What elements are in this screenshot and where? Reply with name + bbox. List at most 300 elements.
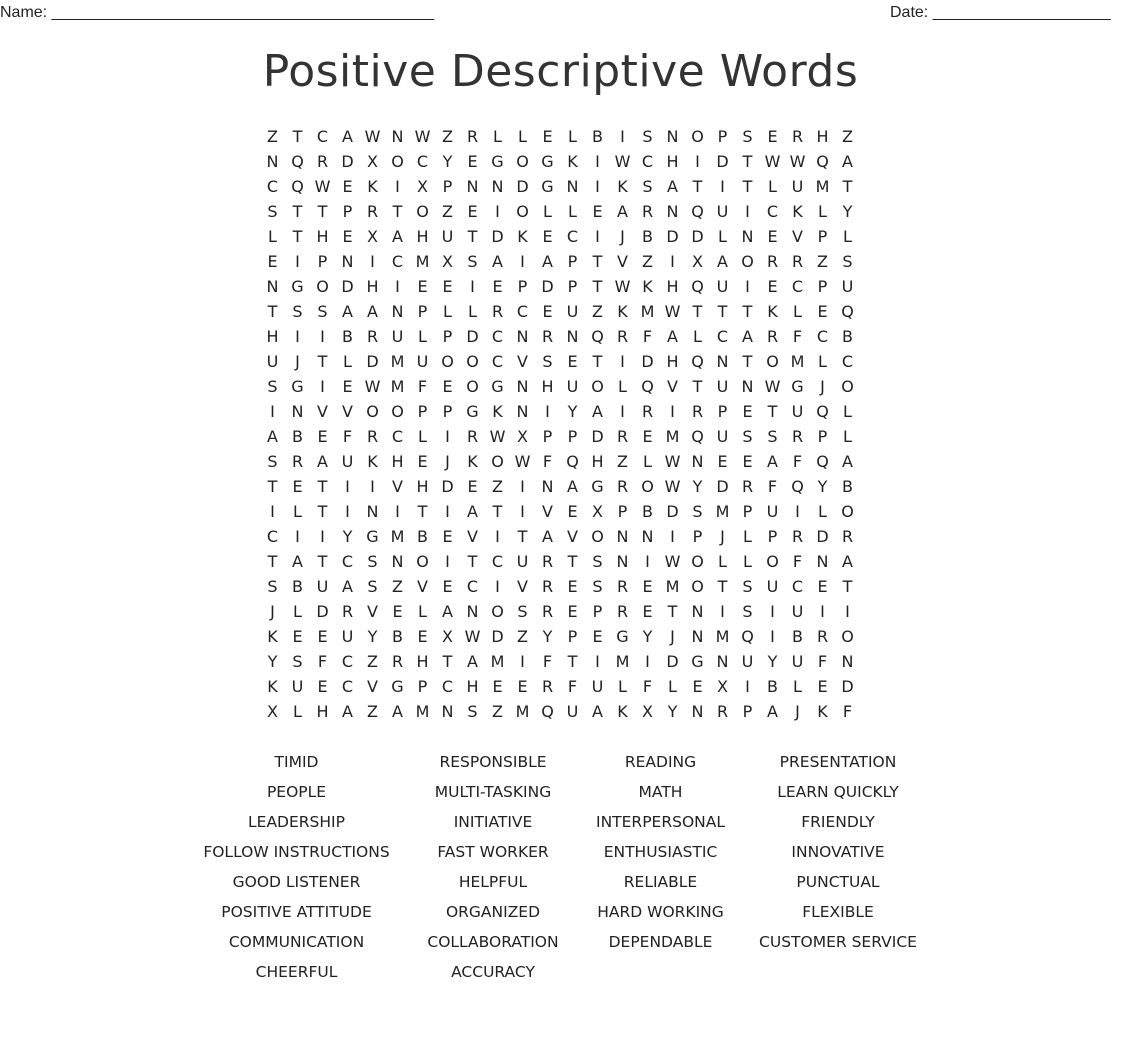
grid-letter: O <box>491 602 504 621</box>
grid-letter: H <box>391 452 404 471</box>
grid-letter: N <box>841 652 854 671</box>
grid-letter: E <box>442 377 453 396</box>
grid-letter: O <box>841 377 854 396</box>
grid-letter: A <box>392 702 403 721</box>
grid-row <box>260 249 860 274</box>
grid-letter: Z <box>592 302 603 321</box>
grid-letter: I <box>345 502 350 521</box>
grid-letter: U <box>291 677 304 696</box>
grid-letter: I <box>595 177 600 196</box>
grid-letter: N <box>741 377 754 396</box>
grid-letter: Z <box>367 702 378 721</box>
grid-letter: H <box>591 452 604 471</box>
grid-letter: W <box>789 152 806 171</box>
grid-letter: N <box>816 552 829 571</box>
grid-letter: L <box>818 502 827 521</box>
grid-letter: O <box>691 577 704 596</box>
grid-letter: F <box>792 452 803 471</box>
grid-letter: O <box>691 127 704 146</box>
grid-letter: L <box>843 227 852 246</box>
grid-letter: W <box>414 127 431 146</box>
grid-letter: R <box>466 127 479 146</box>
grid-letter: K <box>642 277 653 296</box>
grid-letter: O <box>316 277 329 296</box>
grid-letter: Q <box>541 702 554 721</box>
grid-letter: R <box>366 427 379 446</box>
grid-letter: O <box>516 152 529 171</box>
grid-letter: B <box>342 327 353 346</box>
grid-letter: T <box>492 502 503 521</box>
grid-letter: Q <box>841 302 854 321</box>
grid-letter: M <box>815 177 830 196</box>
grid-letter: C <box>841 352 854 371</box>
grid-letter: T <box>592 277 603 296</box>
grid-letter: R <box>341 602 354 621</box>
grid-letter: X <box>267 702 278 721</box>
grid-letter: N <box>691 602 704 621</box>
grid-letter: O <box>516 202 529 221</box>
grid-letter: I <box>295 527 300 546</box>
grid-row <box>260 174 860 199</box>
grid-letter: S <box>642 127 653 146</box>
grid-letter: I <box>295 252 300 271</box>
grid-letter: L <box>418 327 427 346</box>
grid-letter: I <box>820 602 825 621</box>
grid-row <box>260 274 860 299</box>
grid-letter: T <box>692 177 703 196</box>
grid-letter: N <box>691 627 704 646</box>
grid-letter: F <box>817 652 828 671</box>
grid-letter: T <box>842 577 853 596</box>
grid-row <box>260 399 860 424</box>
grid-letter: M <box>490 652 505 671</box>
grid-letter: Z <box>617 452 628 471</box>
grid-letter: P <box>617 502 628 521</box>
grid-letter: B <box>792 627 803 646</box>
grid-letter: U <box>341 627 354 646</box>
grid-letter: S <box>742 602 753 621</box>
grid-letter: S <box>267 577 278 596</box>
grid-letter: N <box>566 177 579 196</box>
grid-letter: P <box>817 277 828 296</box>
grid-letter: B <box>642 227 653 246</box>
grid-letter: I <box>520 502 525 521</box>
grid-letter: Z <box>517 627 528 646</box>
grid-letter: A <box>342 127 353 146</box>
grid-letter: P <box>742 502 753 521</box>
grid-letter: Z <box>492 702 503 721</box>
word-bank-item: PEOPLE <box>266 783 327 801</box>
grid-letter: E <box>467 152 478 171</box>
grid-letter: A <box>717 252 728 271</box>
grid-letter: L <box>343 352 352 371</box>
grid-letter: T <box>317 202 328 221</box>
grid-letter: P <box>417 677 428 696</box>
grid-row <box>260 124 860 149</box>
grid-letter: A <box>467 652 478 671</box>
grid-letter: V <box>367 602 378 621</box>
grid-letter: I <box>745 277 750 296</box>
word-bank-item: FOLLOW INSTRUCTIONS <box>203 843 390 861</box>
grid-letter: J <box>620 227 625 246</box>
grid-letter: B <box>842 477 853 496</box>
grid-letter: A <box>542 252 553 271</box>
grid-letter: N <box>691 702 704 721</box>
grid-letter: P <box>317 252 328 271</box>
grid-letter: I <box>395 502 400 521</box>
grid-letter: I <box>695 152 700 171</box>
grid-letter: R <box>541 677 554 696</box>
grid-letter: P <box>817 227 828 246</box>
grid-letter: I <box>770 602 775 621</box>
grid-letter: N <box>391 552 404 571</box>
grid-letter: R <box>541 552 554 571</box>
grid-letter: V <box>567 527 578 546</box>
grid-letter: T <box>317 502 328 521</box>
grid-letter: U <box>566 702 579 721</box>
grid-letter: F <box>642 677 653 696</box>
grid-letter: R <box>816 627 829 646</box>
grid-letter: E <box>467 202 478 221</box>
grid-letter: I <box>595 227 600 246</box>
grid-letter: A <box>767 452 778 471</box>
grid-letter: B <box>767 677 778 696</box>
grid-row <box>260 474 860 499</box>
grid-letter: H <box>316 227 329 246</box>
grid-letter: C <box>491 552 504 571</box>
grid-letter: P <box>742 702 753 721</box>
grid-letter: E <box>542 127 553 146</box>
grid-letter: A <box>442 602 453 621</box>
grid-letter: S <box>742 427 753 446</box>
grid-letter: X <box>717 677 728 696</box>
grid-letter: W <box>614 152 631 171</box>
grid-letter: H <box>541 377 554 396</box>
grid-letter: E <box>817 302 828 321</box>
grid-letter: O <box>591 527 604 546</box>
grid-letter: U <box>791 177 804 196</box>
grid-letter: A <box>542 527 553 546</box>
grid-letter: Q <box>691 352 704 371</box>
grid-letter: G <box>291 377 304 396</box>
grid-letter: T <box>267 477 278 496</box>
grid-letter: L <box>818 202 827 221</box>
word-bank-item: CUSTOMER SERVICE <box>759 933 917 951</box>
grid-letter: L <box>843 402 852 421</box>
grid-letter: E <box>442 527 453 546</box>
grid-letter: W <box>764 152 781 171</box>
grid-row <box>260 524 860 549</box>
word-bank-item: GOOD LISTENER <box>232 873 361 891</box>
grid-letter: E <box>542 227 553 246</box>
grid-letter: D <box>341 152 354 171</box>
grid-letter: P <box>442 327 453 346</box>
grid-letter: C <box>341 677 354 696</box>
grid-letter: E <box>767 277 778 296</box>
grid-letter: N <box>616 552 629 571</box>
grid-letter: K <box>517 227 528 246</box>
grid-letter: O <box>466 352 479 371</box>
grid-letter: L <box>268 227 277 246</box>
grid-letter: T <box>717 577 728 596</box>
grid-letter: A <box>467 502 478 521</box>
grid-letter: R <box>641 402 654 421</box>
grid-letter: N <box>466 602 479 621</box>
grid-letter: A <box>292 552 303 571</box>
grid-letter: W <box>514 452 531 471</box>
word-bank-item: INITIATIVE <box>453 813 533 831</box>
grid-letter: A <box>342 302 353 321</box>
grid-letter: S <box>592 577 603 596</box>
grid-letter: W <box>664 452 681 471</box>
grid-letter: N <box>716 652 729 671</box>
grid-letter: C <box>391 252 404 271</box>
grid-letter: A <box>367 302 378 321</box>
grid-letter: E <box>692 677 703 696</box>
grid-letter: M <box>415 252 430 271</box>
grid-letter: P <box>567 627 578 646</box>
grid-letter: E <box>642 577 653 596</box>
grid-letter: Z <box>442 202 453 221</box>
grid-letter: O <box>391 152 404 171</box>
grid-letter: R <box>541 577 554 596</box>
grid-letter: F <box>842 702 853 721</box>
grid-letter: K <box>617 302 628 321</box>
grid-letter: W <box>664 477 681 496</box>
grid-letter: B <box>292 427 303 446</box>
grid-letter: N <box>666 202 679 221</box>
grid-row <box>260 649 860 674</box>
grid-letter: H <box>266 327 279 346</box>
grid-letter: A <box>342 702 353 721</box>
grid-letter: J <box>445 452 450 471</box>
grid-letter: T <box>717 302 728 321</box>
grid-letter: R <box>791 252 804 271</box>
grid-letter: E <box>442 277 453 296</box>
grid-letter: C <box>491 352 504 371</box>
grid-letter: T <box>467 227 478 246</box>
grid-letter: C <box>566 227 579 246</box>
word-bank-item: COLLABORATION <box>427 933 559 951</box>
grid-letter: T <box>267 302 278 321</box>
grid-letter: E <box>417 277 428 296</box>
grid-letter: M <box>715 502 730 521</box>
grid-row <box>260 224 860 249</box>
grid-letter: S <box>292 302 303 321</box>
grid-letter: R <box>541 602 554 621</box>
grid-letter: C <box>416 152 429 171</box>
grid-letter: F <box>417 377 428 396</box>
grid-letter: N <box>466 177 479 196</box>
grid-letter: P <box>517 277 528 296</box>
grid-letter: T <box>842 177 853 196</box>
grid-letter: N <box>666 127 679 146</box>
grid-letter: L <box>293 702 302 721</box>
grid-letter: K <box>492 402 503 421</box>
grid-letter: I <box>620 352 625 371</box>
grid-letter: V <box>392 477 403 496</box>
grid-letter: D <box>516 177 529 196</box>
grid-letter: G <box>491 377 504 396</box>
grid-letter: A <box>667 327 678 346</box>
word-bank-item: HELPFUL <box>458 873 528 891</box>
grid-letter: E <box>592 627 603 646</box>
grid-letter: Y <box>267 652 278 671</box>
grid-letter: S <box>642 177 653 196</box>
grid-letter: T <box>317 352 328 371</box>
grid-letter: N <box>741 227 754 246</box>
grid-letter: S <box>467 252 478 271</box>
grid-letter: G <box>491 152 504 171</box>
grid-letter: P <box>542 427 553 446</box>
grid-letter: O <box>441 352 454 371</box>
grid-letter: Q <box>691 427 704 446</box>
grid-letter: M <box>390 377 405 396</box>
grid-letter: D <box>466 327 479 346</box>
grid-letter: J <box>295 352 300 371</box>
grid-letter: I <box>445 427 450 446</box>
grid-letter: A <box>267 427 278 446</box>
grid-letter: T <box>467 552 478 571</box>
grid-letter: R <box>616 602 629 621</box>
grid-letter: E <box>567 352 578 371</box>
grid-letter: G <box>541 177 554 196</box>
grid-letter: A <box>842 152 853 171</box>
grid-letter: I <box>795 502 800 521</box>
grid-letter: P <box>767 527 778 546</box>
grid-letter: R <box>291 452 304 471</box>
grid-letter: V <box>517 577 528 596</box>
grid-letter: S <box>267 202 278 221</box>
grid-row <box>260 674 860 699</box>
grid-letter: Y <box>442 152 453 171</box>
grid-letter: E <box>567 577 578 596</box>
grid-letter: L <box>418 602 427 621</box>
grid-letter: X <box>442 627 453 646</box>
grid-letter: N <box>516 402 529 421</box>
grid-letter: E <box>567 602 578 621</box>
grid-row <box>260 624 860 649</box>
grid-letter: X <box>692 252 703 271</box>
grid-letter: Q <box>566 452 579 471</box>
grid-letter: E <box>567 502 578 521</box>
grid-letter: E <box>417 627 428 646</box>
grid-letter: M <box>665 577 680 596</box>
word-bank-item: DEPENDABLE <box>608 933 713 951</box>
grid-letter: M <box>515 702 530 721</box>
grid-letter: I <box>595 152 600 171</box>
grid-letter: R <box>466 427 479 446</box>
grid-letter: O <box>841 502 854 521</box>
word-bank-item: ACCURACY <box>451 963 535 981</box>
grid-letter: U <box>841 277 854 296</box>
grid-letter: I <box>270 502 275 521</box>
grid-letter: C <box>766 202 779 221</box>
grid-letter: N <box>341 252 354 271</box>
grid-letter: O <box>491 452 504 471</box>
grid-letter: Z <box>842 127 853 146</box>
grid-row <box>260 199 860 224</box>
grid-letter: W <box>664 302 681 321</box>
grid-letter: U <box>716 202 729 221</box>
grid-letter: L <box>543 202 552 221</box>
grid-letter: T <box>317 552 328 571</box>
grid-letter: I <box>320 377 325 396</box>
grid-letter: I <box>645 552 650 571</box>
grid-letter: B <box>292 577 303 596</box>
grid-letter: Q <box>641 377 654 396</box>
grid-letter: X <box>417 177 428 196</box>
grid-letter: G <box>391 677 404 696</box>
grid-row <box>260 299 860 324</box>
grid-letter: P <box>567 427 578 446</box>
grid-letter: Q <box>816 452 829 471</box>
grid-letter: I <box>645 652 650 671</box>
grid-letter: O <box>391 402 404 421</box>
grid-letter: Y <box>342 527 353 546</box>
grid-letter: E <box>642 602 653 621</box>
grid-letter: D <box>641 352 654 371</box>
grid-letter: T <box>517 527 528 546</box>
grid-letter: I <box>495 577 500 596</box>
grid-letter: I <box>370 477 375 496</box>
grid-letter: U <box>266 352 279 371</box>
grid-letter: N <box>516 377 529 396</box>
grid-letter: I <box>745 677 750 696</box>
grid-letter: C <box>266 177 279 196</box>
grid-letter: F <box>767 477 778 496</box>
grid-letter: G <box>791 377 804 396</box>
grid-letter: Q <box>741 627 754 646</box>
grid-letter: I <box>295 327 300 346</box>
grid-letter: R <box>616 477 629 496</box>
grid-letter: E <box>342 227 353 246</box>
grid-letter: T <box>317 477 328 496</box>
grid-letter: N <box>391 127 404 146</box>
grid-letter: D <box>691 227 704 246</box>
grid-letter: R <box>616 427 629 446</box>
grid-letter: M <box>415 702 430 721</box>
grid-letter: I <box>345 477 350 496</box>
grid-letter: N <box>366 502 379 521</box>
grid-letter: F <box>642 327 653 346</box>
grid-letter: D <box>716 477 729 496</box>
grid-row <box>260 349 860 374</box>
grid-letter: V <box>617 252 628 271</box>
grid-letter: I <box>670 252 675 271</box>
grid-letter: X <box>517 427 528 446</box>
grid-letter: U <box>566 377 579 396</box>
grid-letter: C <box>441 677 454 696</box>
grid-letter: X <box>442 252 453 271</box>
word-bank-item: PRESENTATION <box>779 753 897 771</box>
grid-letter: X <box>367 152 378 171</box>
grid-letter: I <box>620 402 625 421</box>
word-bank-item: LEADERSHIP <box>248 813 345 831</box>
grid-row <box>260 324 860 349</box>
grid-letter: A <box>742 327 753 346</box>
grid-letter: S <box>317 302 328 321</box>
grid-letter: N <box>441 702 454 721</box>
grid-letter: K <box>267 627 278 646</box>
grid-letter: E <box>417 452 428 471</box>
grid-letter: E <box>467 477 478 496</box>
grid-letter: J <box>720 527 725 546</box>
grid-letter: B <box>642 502 653 521</box>
grid-letter: J <box>270 602 275 621</box>
grid-letter: Y <box>542 627 553 646</box>
grid-letter: V <box>367 677 378 696</box>
